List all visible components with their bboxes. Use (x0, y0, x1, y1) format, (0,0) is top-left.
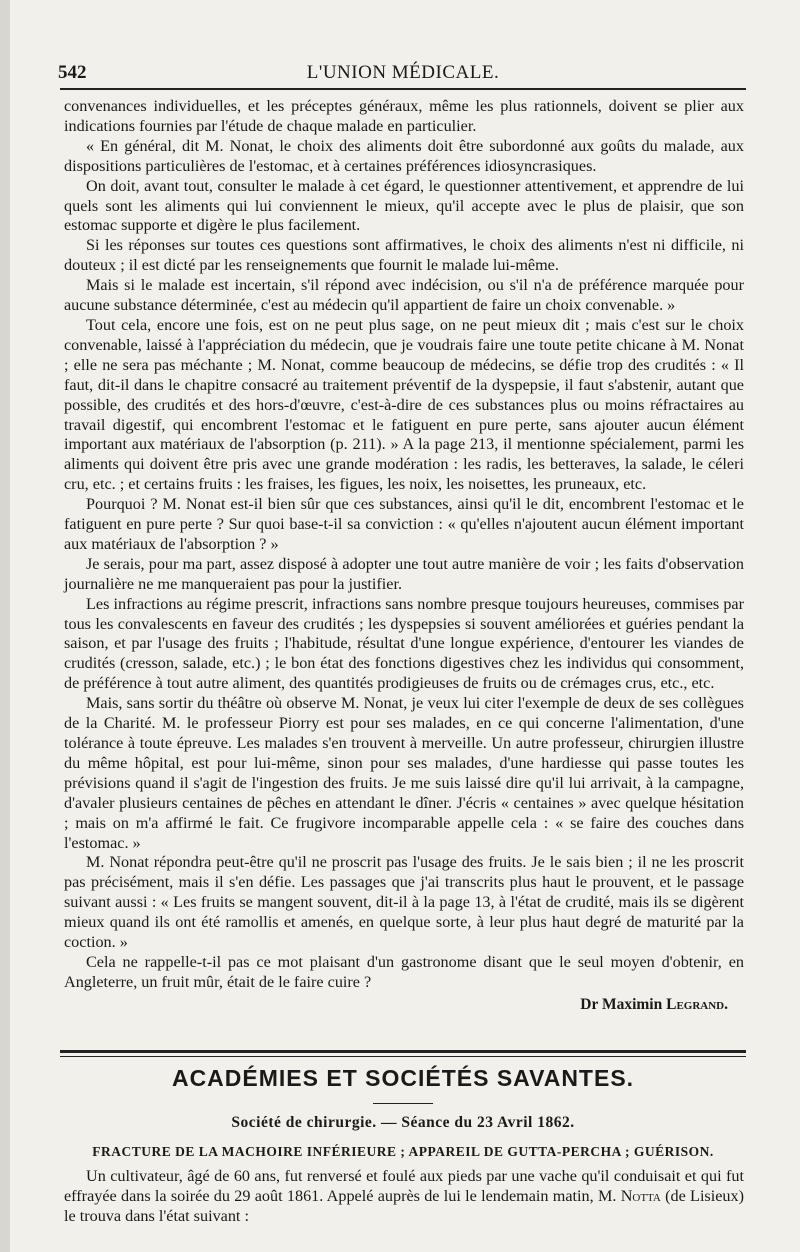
case-text-after: (de Lisieux) le trouva dans l'état suivant : (64, 1186, 744, 1225)
case-text-before: Un cultivateur, âgé de 60 ans, fut renversé et foulé aux pieds par une vache qu'il conduisait et qui fut effrayée dans la soirée du 29 août 1861. Appelé auprès de lui le lendemain matin, M. (64, 1167, 744, 1205)
paragraph: Pourquoi ? M. Nonat est-il bien sûr que ces substances, ainsi qu'il le dit, encombrent l'estomac et le fatiguent en pure perte ? Sur quoi base-t-il sa conviction : « qu'elles n'ajoutent aucun élément important aux matériaux de l'absorption ? » (64, 495, 744, 553)
section-title: ACADÉMIES ET SOCIÉTÉS SAVANTES. (171, 1065, 635, 1091)
paragraph: Mais si le malade est incertain, s'il répond avec indécision, ou s'il n'a de préférence marquée pour aucune substance déterminée, c'est au médecin qu'il appartient de faire un choix convenable. » (64, 276, 744, 315)
paragraph: Cela ne rappelle-t-il pas ce mot plaisant d'un gastronome disant que le seul moyen d'obtenir, en Angleterre, un fruit mûr, était de le faire cuire ? (64, 952, 744, 991)
paragraph: Si les réponses sur toutes ces questions sont affirmatives, le choix des aliments n'est ni difficile, ni douteux ; il est dicté par les renseignements que fournit le malade lui-même. (64, 236, 744, 275)
signature-prefix: Dr Maximin (580, 995, 663, 1013)
paragraph: Tout cela, encore une fois, est on ne peut plus sage, on ne peut mieux dit ; mais c'est sur le choix convenable, laissé à l'appréciation du médecin, que je voudrais faire une toute petite chicane à M. Nonat ; elle ne sera pas méchante ; M. Nonat, comme beaucoup de médecins, se défie trop des crudités : « Il faut, dit-il dans le chapitre consacré au traitement préventif de la dyspepsie, il faut s'abstenir, autant que possible, des crudités et des hors-d'œuvre, c'est-à-dire de ces substances plus ou moins réfractaires au travail digestif, qui encombrent l'estomac et le fatiguent en pure perte, sans ajouter aucun élément important aux matériaux de l'absorption (p. 211). » A la page 213, il mentionne spécialement, parmi les aliments qui doivent être pris avec une grande modération : les radis, les betteraves, la salade, le céleri cru, etc. ; et certains fruits : les fraises, les figues, les noix, les noisettes, les pruneaux, etc. (64, 315, 744, 494)
separator-thick-rule (60, 1050, 746, 1053)
case-body (64, 1167, 744, 1227)
paragraph: « En général, dit M. Nonat, le choix des aliments doit être subordonné aux goûts du malade, aux dispositions particulières de l'estomac, et à certaines préférences idiosyncrasiques. (64, 136, 744, 175)
paragraph: Les infractions au régime prescrit, infractions sans nombre presque toujours heureuses, commises par tous les convalescents en faveur des crudités ; les dyspepsies si souvent améliorées et guéries pendant la saison, et par l'usage des fruits ; l'habitude, résultat d'une longue expérience, d'entourer les viandes de crudités (cresson, salade, etc.) ; le bon état des fonctions digestives chez les individus qui consomment, de préférence à tout autre aliment, des quantités prodigieuses de fruits ou de crémages crus, etc., etc. (64, 594, 744, 693)
paragraph: Mais, sans sortir du théâtre où observe M. Nonat, je veux lui citer l'exemple de deux de ses collègues de la Charité. M. le professeur Piorry est pour ses malades, en ce qui concerne l'alimentation, d'une tolérance à toute épreuve. Les malades s'en trouvent à merveille. Un autre professeur, chirurgien illustre du même hôpital, est pour lui-même, sinon pour ses malades, d'une hardiesse qui passe toutes les prévisions quand il s'agit de l'ingestion des fruits. Je me suis laissé dire qu'il lui arrivait, à la campagne, d'avaler plusieurs centaines de pêches en attendant le dîner. J'écris « centaines » avec quelque hésitation ; mais on m'a affirmé le fait. Ce frugivore incomparable appelle cela : « se faire des couches dans l'estomac. » (64, 694, 744, 852)
header-rule (60, 88, 746, 90)
page-number: 542 (58, 62, 87, 83)
separator-thin-rule (60, 1056, 746, 1057)
paragraph: On doit, avant tout, consulter le malade à cet égard, le questionner attentivement, et apprendre de lui quels sont les aliments qui lui conviennent le mieux, qu'il accepte avec le plus de plaisir, que son estomac supporte et digère le plus facilement. (64, 176, 744, 235)
paragraph: M. Nonat répondra peut-être qu'il ne proscrit pas l'usage des fruits. Je le sais bien ; il ne les proscrit pas précisément, mais il s'en défie. Les passages que j'ai transcrits plus haut le prouvent, et le passage suivant aussi : « Les fruits se mangent souvent, dit-il à la page 13, à l'état de crudité, mais ils se digèrent mieux quand ils ont été ramollis et amenés, en quelque sorte, à leur plus haut degré de maturité par la coction. » (64, 853, 744, 952)
running-title: L'UNION MÉDICALE. (306, 62, 500, 83)
article-body (64, 97, 744, 1015)
case-author: Notta (620, 1186, 661, 1205)
section-short-rule (373, 1103, 433, 1104)
author-signature (64, 995, 744, 1015)
case-paragraph (64, 1167, 744, 1227)
section-separator (60, 1050, 746, 1057)
session-heading: Société de chirurgie. — Séance du 23 Avril 1862. (231, 1114, 575, 1131)
paragraph: convenances individuelles, et les préceptes généraux, même les plus rationnels, doivent se plier aux indications fournies par l'étude de chaque malade en particulier. (64, 97, 744, 135)
signature-name: Legrand. (666, 995, 728, 1013)
page-header (58, 56, 748, 90)
paragraph: Je serais, pour ma part, assez disposé à adopter une tout autre manière de voir ; les faits d'observation journalière ne me manqueraient pas pour la justifier. (64, 554, 744, 593)
case-title: FRACTURE DE LA MACHOIRE INFÉRIEURE ; APPAREIL DE GUTTA-PERCHA ; GUÉRISON. (92, 1144, 714, 1159)
